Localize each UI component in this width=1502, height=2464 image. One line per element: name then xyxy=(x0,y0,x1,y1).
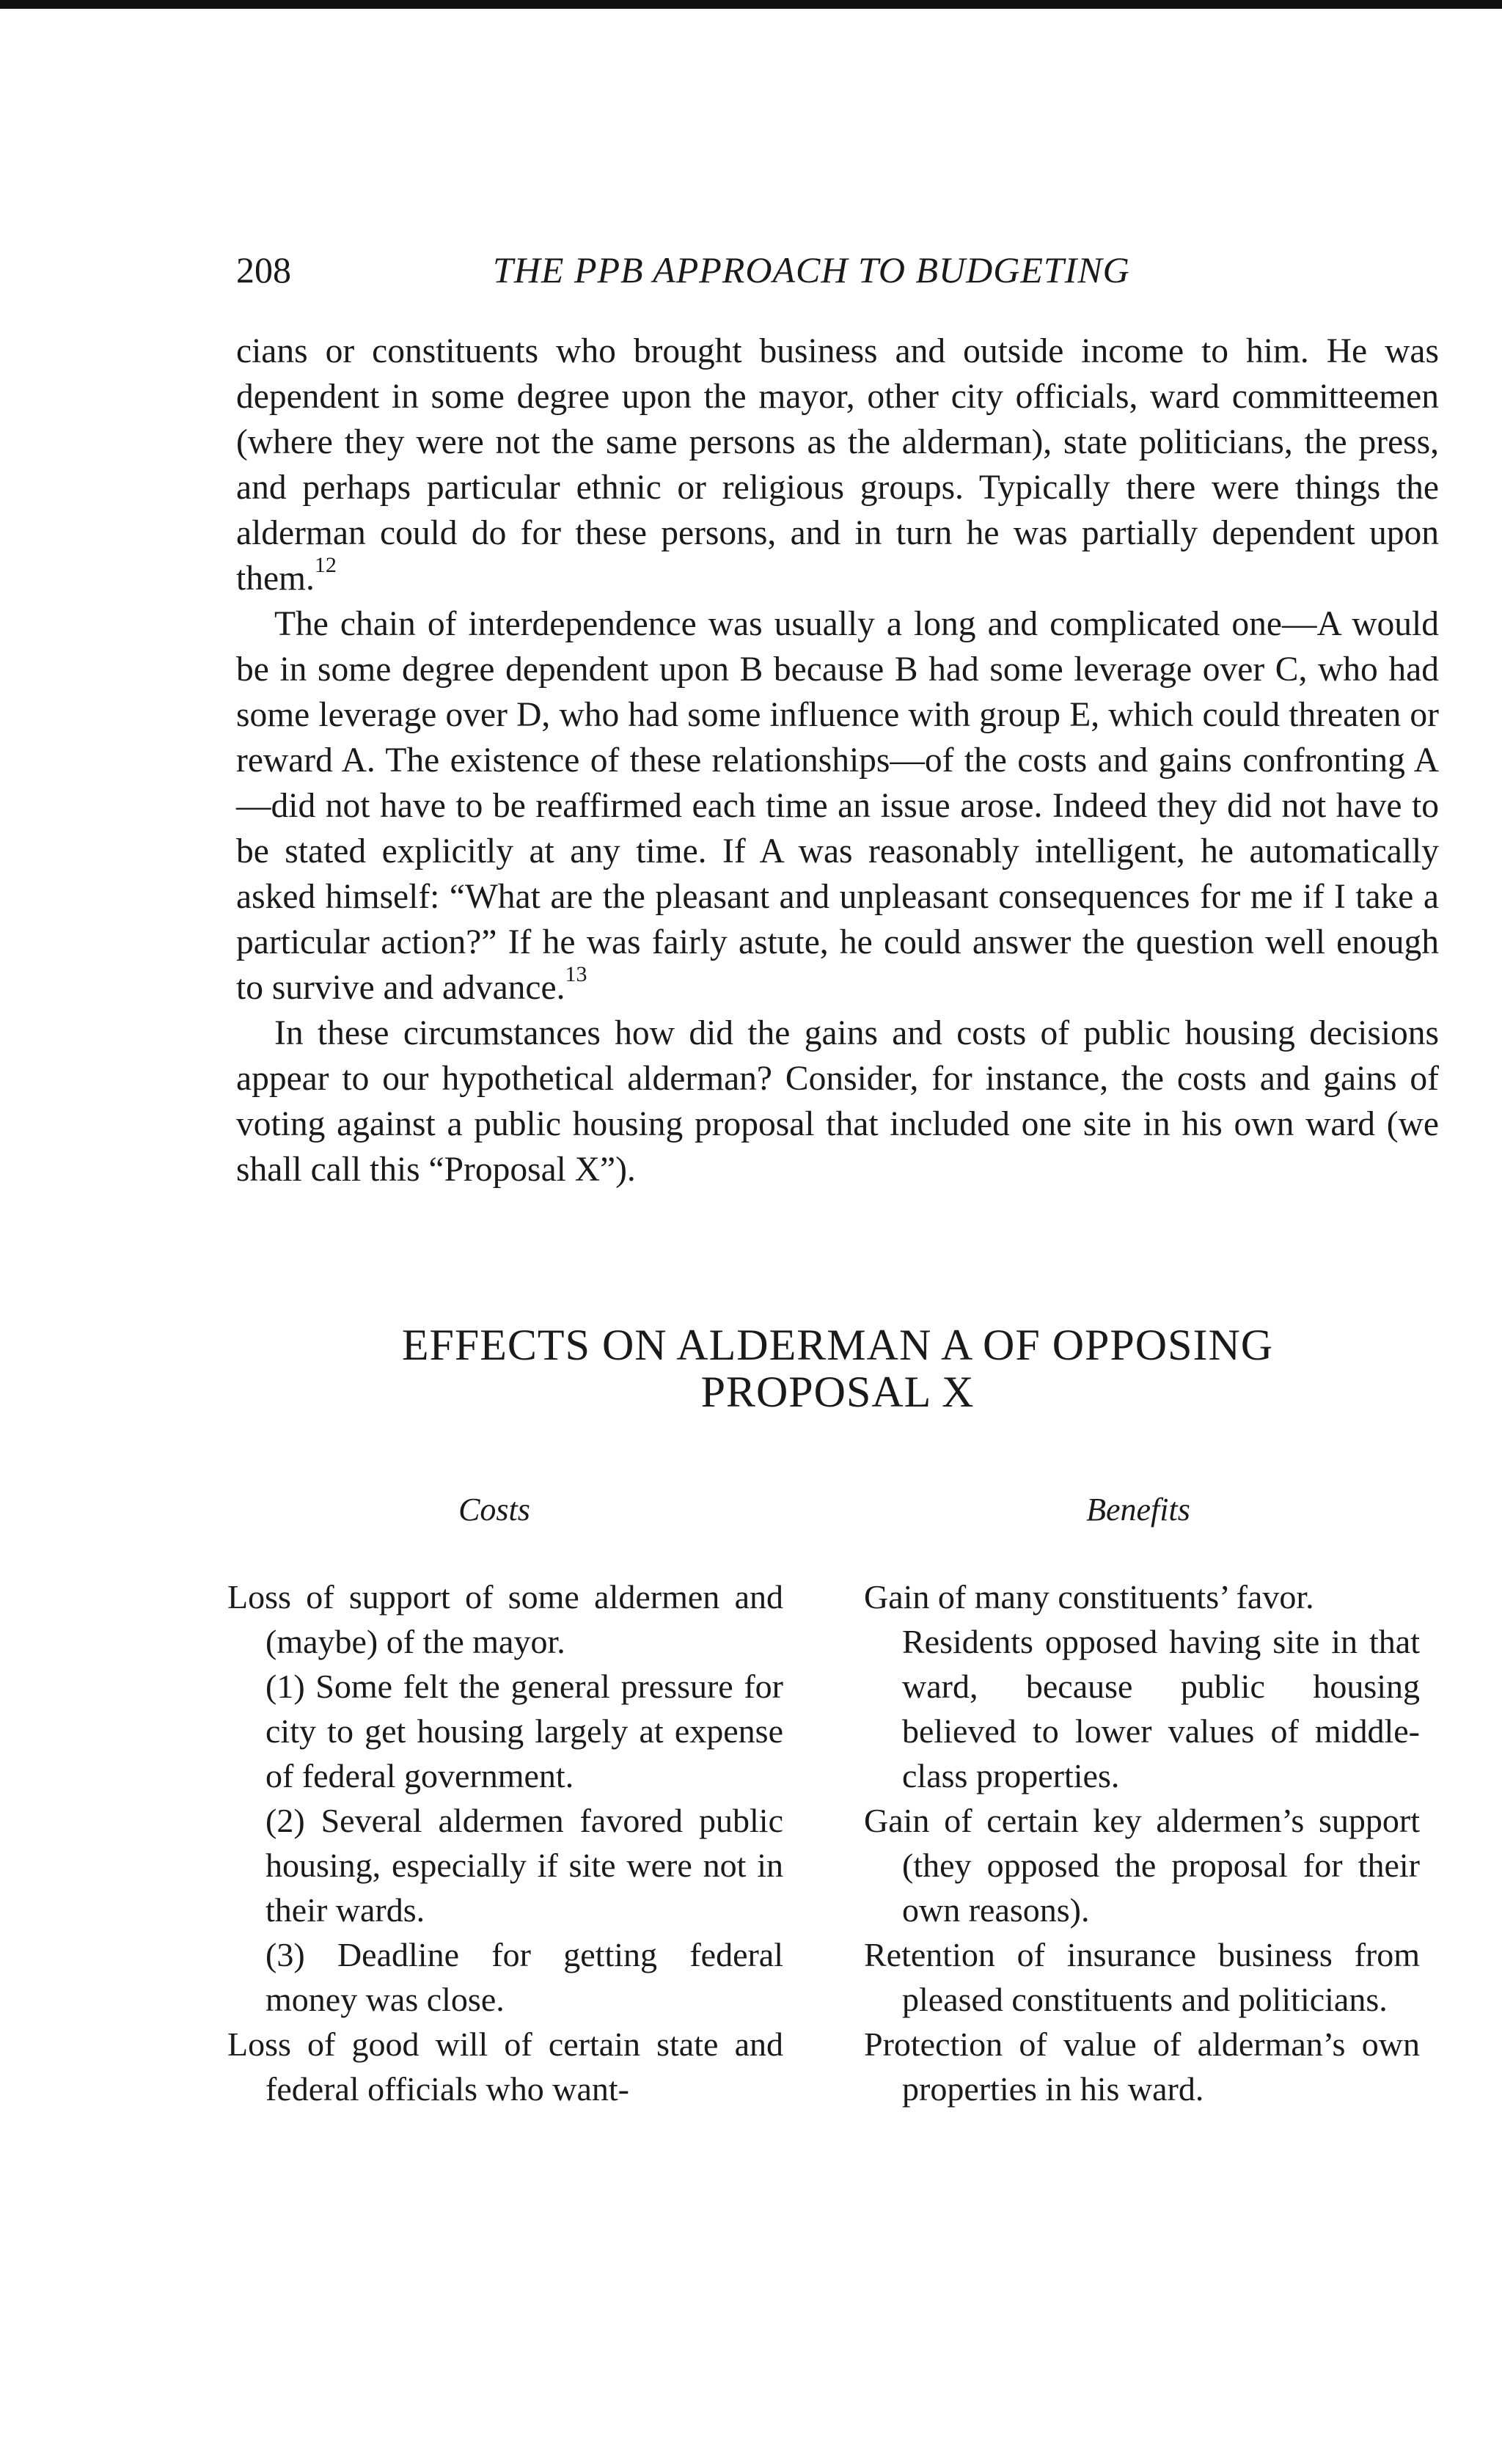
paragraph-2 xyxy=(236,601,1439,1011)
section-title-line-2: PROPOSAL X xyxy=(700,1368,975,1416)
paragraph-3: In these circumstances how did the gains and costs of public housing decisions appear to our hypothetical alderman? Consider, for instance, the costs and gains of voting against a public housing proposal that included one site in his own ward (we shall call this “Proposal X”). xyxy=(236,1014,1439,1189)
top-edge-rule xyxy=(0,0,1502,9)
costs-heading: Costs xyxy=(458,1492,530,1528)
body-text xyxy=(236,329,1439,1192)
cost-item: Loss of support of some aldermen and (maybe) of the mayor. xyxy=(227,1578,783,1660)
benefit-item: Retention of insurance business from pleased constituents and politicians. xyxy=(864,1936,1420,2018)
page-number: 208 xyxy=(236,249,291,290)
page-header xyxy=(236,248,1439,307)
benefit-item: Protection of value of alderman’s own properties in his ward. xyxy=(864,2025,1420,2108)
paragraph-1-text: cians or constituents who brought business and outside income to him. He was dependent in some degree upon the mayor, other city officials, ward committeemen (where they were not the same persons as the alderman), state politicians, the press, and perhaps particular ethnic or religious groups. Typically there were things the alderman could do for these persons, and in turn he was partially dependent upon them. xyxy=(236,332,1439,598)
section-title xyxy=(236,1321,1439,1415)
cost-subitem: (2) Several aldermen favored public housing, especially if site were not in their wards. xyxy=(265,1802,783,1929)
costs-column xyxy=(227,1487,783,2111)
section-title-line-1: EFFECTS ON ALDERMAN A OF OPPOSING xyxy=(401,1321,1274,1369)
benefit-subitem: Residents opposed having site in that ward, because public housing believed to lower values of middle-class properties. xyxy=(902,1623,1420,1794)
cost-subitem: (3) Deadline for getting federal money was close. xyxy=(265,1936,783,2018)
benefit-item: Gain of many constituents’ favor. xyxy=(864,1578,1314,1616)
paragraph-1 xyxy=(236,329,1439,601)
benefits-column xyxy=(864,1487,1420,2111)
running-head: THE PPB APPROACH TO BUDGETING xyxy=(493,249,1130,290)
footnote-ref-12: 12 xyxy=(314,553,337,577)
benefit-item: Gain of certain key aldermen’s support (they opposed the proposal for their own reasons). xyxy=(864,1802,1420,1929)
paragraph-2-text: The chain of interdependence was usually a long and complicated one—A would be in some degree dependent upon B because B had some leverage over C, who had some leverage over D, who had some influence with group E, which could threaten or reward A. The existence of these relationships—of the costs and gains confronting A—did not have to be reaffirmed each time an issue arose. Indeed they did not have to be stated explicitly at any time. If A was reasonably intelligent, he automatically asked himself: “What are the pleasant and unpleasant consequences for me if I take a particular action?” If he was fairly astute, he could answer the question well enough to survive and advance. xyxy=(236,605,1439,1007)
footnote-ref-13: 13 xyxy=(565,962,587,986)
cost-subitem: (1) Some felt the general pressure for city to get housing largely at expense of federal government. xyxy=(265,1668,783,1794)
benefits-heading: Benefits xyxy=(1086,1492,1190,1528)
cost-item: Loss of good will of certain state and federal officials who want- xyxy=(227,2025,783,2108)
